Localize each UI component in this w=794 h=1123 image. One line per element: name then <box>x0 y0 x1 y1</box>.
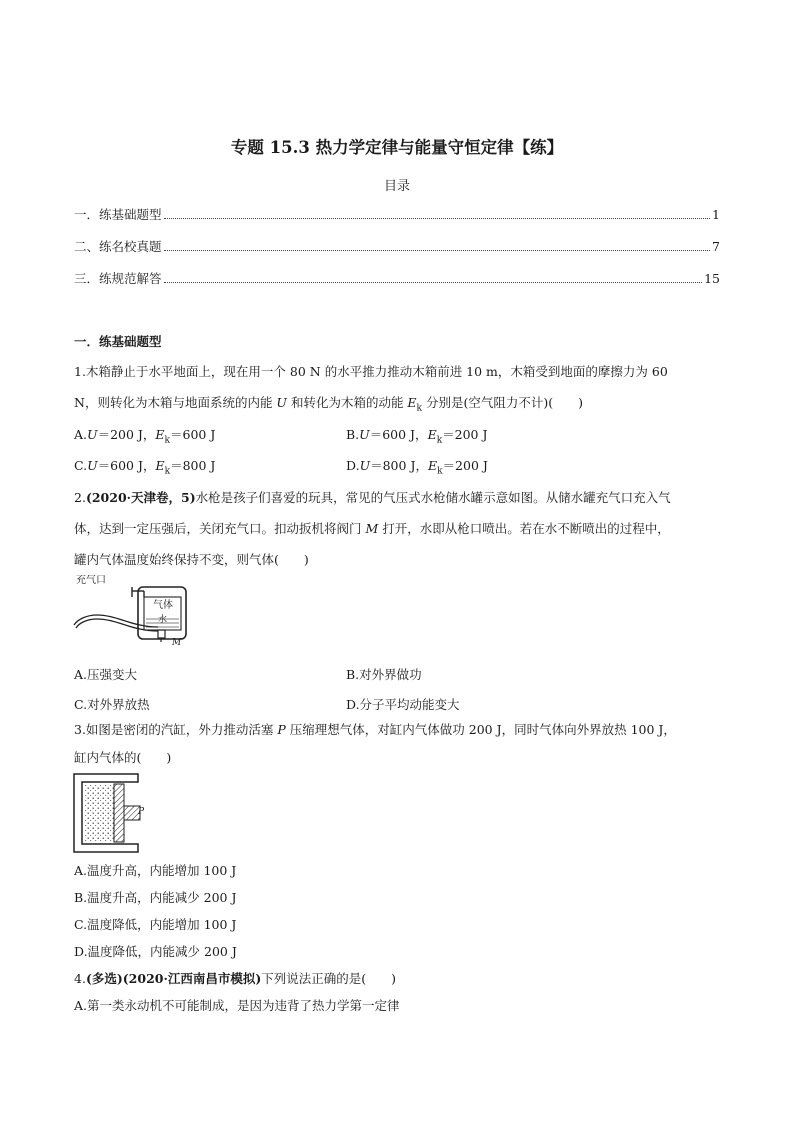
q2-option-d[interactable]: D.分子平均动能变大 <box>346 697 460 712</box>
label-p: P <box>138 807 145 817</box>
toc-item-page: 15 <box>704 271 720 286</box>
toc-leader <box>164 217 711 219</box>
toc-item[interactable] <box>74 269 720 287</box>
toc-item[interactable] <box>74 237 720 255</box>
label-water: 水 <box>158 615 168 625</box>
q1-line-2: N，则转化为木箱与地面系统的内能 U 和转化为木箱的动能 $E_k$ 分别是(空气阻力不计)( ) <box>74 395 583 414</box>
toc-item-label: 二、练名校真题 <box>74 239 162 254</box>
toc-leader <box>164 281 703 283</box>
q2-option-a[interactable]: A.压强变大 <box>74 667 138 682</box>
toc-item[interactable] <box>74 205 720 223</box>
toc-leader <box>164 249 711 251</box>
q2-option-c[interactable]: C.对外界放热 <box>74 697 150 712</box>
gas-region <box>84 784 114 842</box>
tank-outer <box>138 587 186 639</box>
q3-line-1: 3.如图是密闭的汽缸，外力推动活塞 P 压缩理想气体，对缸内气体做功 200 J，同时气体向外界放热 100 J， <box>74 722 676 737</box>
toc-item-label: 三．练规范解答 <box>74 271 162 286</box>
label-gas: 气体 <box>153 600 173 611</box>
piston <box>114 784 124 842</box>
water-tank-figure <box>72 575 202 655</box>
q4-option-a[interactable]: A.第一类永动机不可能制成，是因为违背了热力学第一定律 <box>74 998 400 1013</box>
q3-option-b[interactable]: B.温度升高，内能减少 200 J <box>74 890 237 905</box>
label-inlet: 充气口 <box>76 575 106 586</box>
q1-option-b[interactable]: B.U＝600 J，$E_k=200$ J <box>346 427 488 446</box>
q3-option-c[interactable]: C.温度降低，内能增加 100 J <box>74 917 237 932</box>
toc-heading: 目录 <box>383 179 410 194</box>
q1-option-c[interactable]: C.U＝600 J，$E_k=800$ J <box>74 458 216 477</box>
q3-option-d[interactable]: D.温度降低，内能减少 200 J <box>74 944 237 959</box>
cylinder-figure <box>72 772 162 854</box>
q2-option-b[interactable]: B.对外界做功 <box>346 667 422 682</box>
q4-line-1: 4.(多选)(2020·江西南昌市模拟)下列说法正确的是( ) <box>74 971 397 986</box>
section-heading: 一．练基础题型 <box>74 334 162 349</box>
q1-option-a[interactable]: A.U＝200 J，$E_k=600$ J <box>74 427 216 446</box>
q3-line-2: 缸内气体的( ) <box>74 750 172 765</box>
valve-m <box>158 630 165 642</box>
toc-item-page: 1 <box>712 207 720 222</box>
toc-item-page: 7 <box>712 239 720 254</box>
label-m: M <box>172 638 182 648</box>
q2-line-2: 体，达到一定压强后，关闭充气口。扣动扳机将阀门 M 打开，水即从枪口喷出。若在水不断喷出的过程中， <box>74 521 670 536</box>
q1-line-1: 1.木箱静止于水平地面上，现在用一个 80 N 的水平推力推动木箱前进 10 m，木箱受到地面的摩擦力为 60 <box>74 364 668 379</box>
page-title: 专题 15.3 热力学定律与能量守恒定律【练】 <box>230 138 564 157</box>
hose-outer <box>76 619 158 631</box>
q2-line-1: 2.(2020·天津卷，5)水枪是孩子们喜爱的玩具，常见的气压式水枪储水罐示意如图。从储水罐充气口充入气 <box>74 490 671 505</box>
q2-line-3: 罐内气体温度始终保持不变，则气体( ) <box>74 552 309 567</box>
q1-option-d[interactable]: D.U＝800 J，$E_k=200$ J <box>346 458 488 477</box>
q3-option-a[interactable]: A.温度升高，内能增加 100 J <box>74 863 237 878</box>
toc-item-label: 一．练基础题型 <box>74 207 162 222</box>
